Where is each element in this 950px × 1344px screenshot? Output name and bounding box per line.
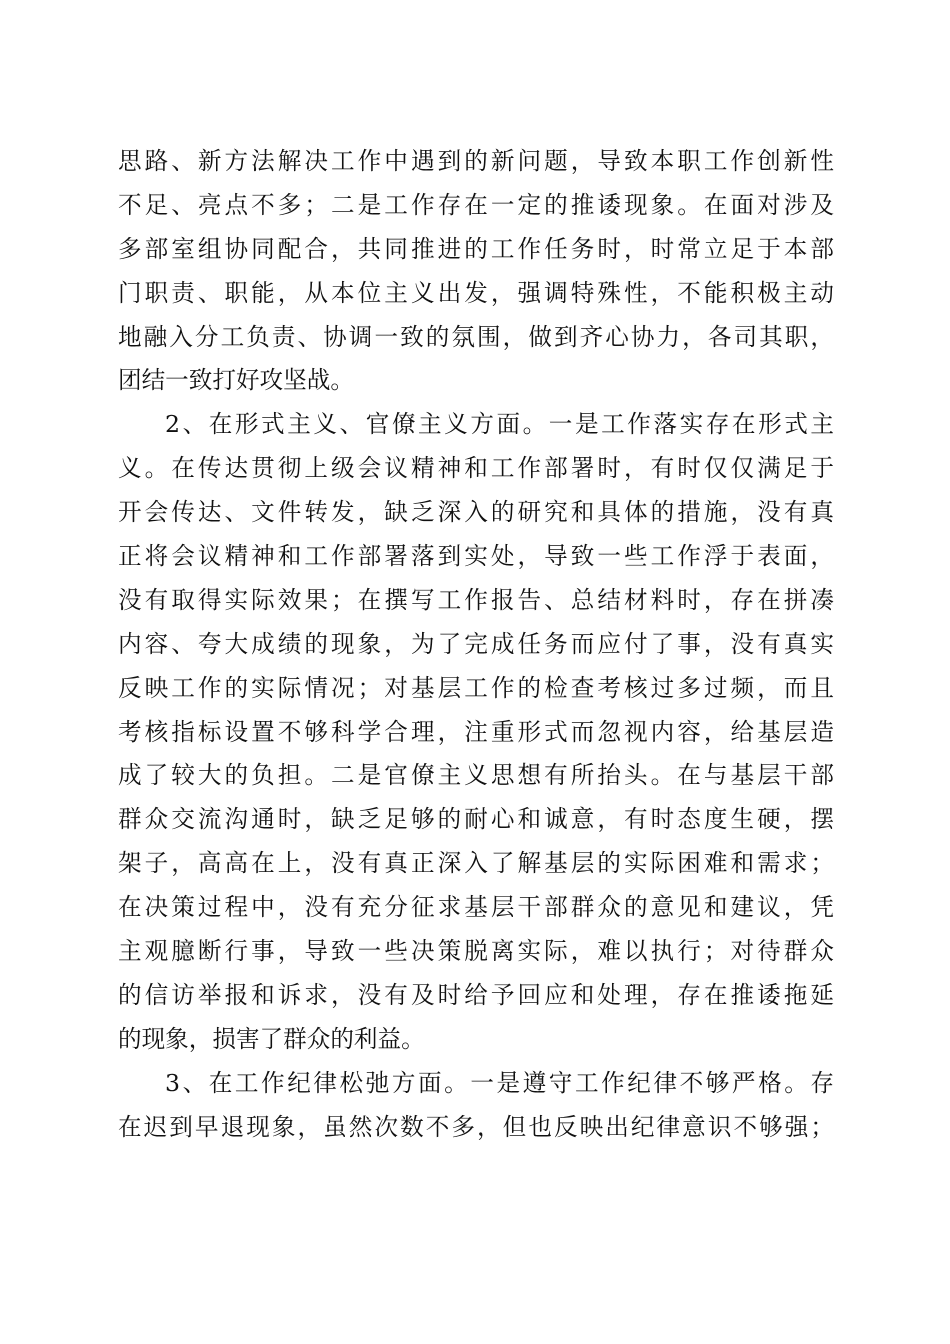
text-line: 2、在形式主义、官僚主义方面。一是工作落实存在形式主 xyxy=(165,410,834,439)
text-line: 群众交流沟通时，缺乏足够的耐心和诚意，有时态度生硬，摆 xyxy=(118,805,834,834)
text-line: 考核指标设置不够科学合理，注重形式而忽视内容，给基层造 xyxy=(118,717,834,746)
text-line: 不足、亮点不多；二是工作存在一定的推诿现象。在面对涉及 xyxy=(118,190,834,219)
text-line: 架子，高高在上，没有真正深入了解基层的实际困难和需求； xyxy=(118,849,834,878)
text-line: 在迟到早退现象，虽然次数不多，但也反映出纪律意识不够强； xyxy=(118,1112,834,1141)
text-line: 反映工作的实际情况；对基层工作的检查考核过多过频，而且 xyxy=(118,673,834,702)
text-line: 多部室组协同配合，共同推进的工作任务时，时常立足于本部 xyxy=(118,234,834,263)
text-line: 的现象，损害了群众的利益。 xyxy=(118,1024,425,1053)
text-line: 正将会议精神和工作部署落到实处，导致一些工作浮于表面， xyxy=(118,542,834,571)
text-line: 思路、新方法解决工作中遇到的新问题，导致本职工作创新性 xyxy=(118,147,834,175)
paragraph-2 xyxy=(118,403,834,1061)
text-line: 义。在传达贯彻上级会议精神和工作部署时，有时仅仅满足于 xyxy=(118,454,834,483)
text-line: 内容、夸大成绩的现象，为了完成任务而应付了事，没有真实 xyxy=(118,629,834,658)
text-line: 门职责、职能，从本位主义出发，强调特殊性，不能积极主动 xyxy=(118,278,834,307)
paragraph-3 xyxy=(118,1062,834,1150)
text-line: 开会传达、文件转发，缺乏深入的研究和具体的措施，没有真 xyxy=(118,498,834,527)
paragraph-1 xyxy=(118,140,834,403)
text-line: 没有取得实际效果；在撰写工作报告、总结材料时，存在拼凑 xyxy=(118,585,834,614)
text-line: 主观臆断行事，导致一些决策脱离实际，难以执行；对待群众 xyxy=(118,937,834,966)
document-body xyxy=(118,140,834,1149)
text-line: 地融入分工负责、协调一致的氛围，做到齐心协力，各司其职， xyxy=(118,322,834,351)
text-line: 的信访举报和诉求，没有及时给予回应和处理，存在推诿拖延 xyxy=(118,980,834,1009)
text-line: 3、在工作纪律松弛方面。一是遵守工作纪律不够严格。存 xyxy=(165,1068,834,1097)
text-line: 在决策过程中，没有充分征求基层干部群众的意见和建议，凭 xyxy=(118,893,834,922)
text-line: 成了较大的负担。二是官僚主义思想有所抬头。在与基层干部 xyxy=(118,761,834,790)
text-line: 团结一致打好攻坚战。 xyxy=(118,366,354,395)
